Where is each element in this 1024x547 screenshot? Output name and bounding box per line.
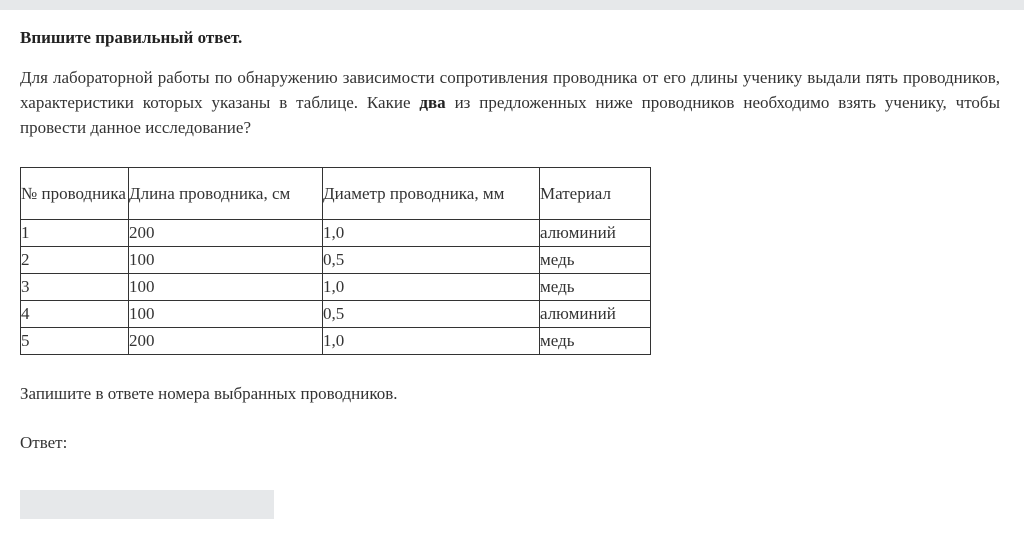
question-text (20, 65, 1000, 140)
cell-number: 5 (21, 328, 129, 355)
top-bar (0, 0, 1024, 10)
cell-length: 200 (129, 328, 323, 355)
table-row (21, 220, 651, 247)
conductors-table (20, 167, 651, 355)
cell-length: 100 (129, 301, 323, 328)
header-length: Длина проводника, см (129, 168, 323, 220)
header-diameter: Диаметр проводника, мм (323, 168, 540, 220)
cell-number: 2 (21, 247, 129, 274)
table-row (21, 328, 651, 355)
cell-diameter: 1,0 (323, 328, 540, 355)
table-row (21, 274, 651, 301)
question-part-2: из предложенных ниже проводников необходимо взять ученику, чтобы провести данное исследование? (20, 93, 1000, 137)
table-header-row (21, 168, 651, 220)
cell-length: 100 (129, 247, 323, 274)
answer-input[interactable] (20, 490, 274, 519)
cell-material: медь (540, 274, 651, 301)
cell-diameter: 0,5 (323, 301, 540, 328)
answer-instruction: Запишите в ответе номера выбранных проводников. (20, 384, 398, 403)
cell-material: медь (540, 247, 651, 274)
cell-diameter: 0,5 (323, 247, 540, 274)
header-number: № проводника (21, 168, 129, 220)
cell-number: 1 (21, 220, 129, 247)
question-part-1: Для лабораторной работы по обнаружению зависимости сопротивления проводника от его длины ученику выдали пять проводников, характеристики которых указаны в таблице. Какие (20, 68, 1000, 112)
table-row (21, 301, 651, 328)
cell-diameter: 1,0 (323, 274, 540, 301)
cell-material: алюминий (540, 301, 651, 328)
task-content (20, 26, 1000, 455)
cell-diameter: 1,0 (323, 220, 540, 247)
cell-number: 3 (21, 274, 129, 301)
cell-number: 4 (21, 301, 129, 328)
header-material: Материал (540, 168, 651, 220)
task-instruction: Впишите правильный ответ. (20, 28, 243, 47)
cell-length: 100 (129, 274, 323, 301)
question-emphasis: два (419, 93, 446, 112)
cell-length: 200 (129, 220, 323, 247)
answer-label: Ответ: (20, 433, 68, 452)
table-row (21, 247, 651, 274)
cell-material: медь (540, 328, 651, 355)
cell-material: алюминий (540, 220, 651, 247)
